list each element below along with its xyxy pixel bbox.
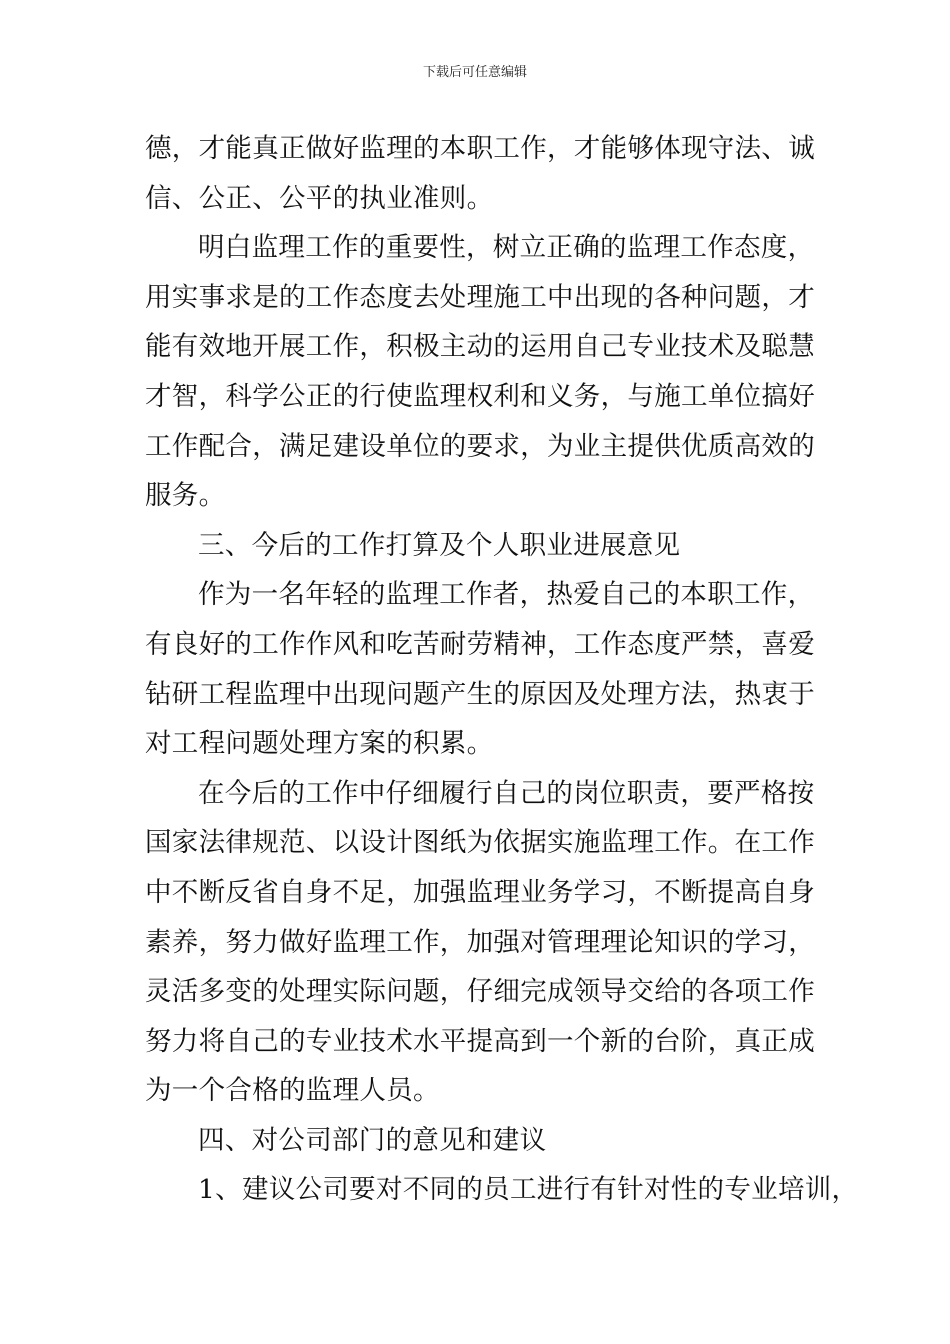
- text-line: 努力将自己的专业技术水平提高到一个新的台阶，真正成: [145, 1025, 815, 1057]
- text-line: 信、公正、公平的执业准则。: [145, 182, 494, 214]
- text-line: 国家法律规范、以设计图纸为依据实施监理工作。在工作: [145, 827, 815, 859]
- text-line: 能有效地开展工作，积极主动的运用自己专业技术及聪慧: [145, 331, 815, 363]
- page-header: 下载后可任意编辑: [422, 65, 527, 80]
- paragraph-start-line: 明白监理工作的重要性，树立正确的监理工作态度，: [198, 232, 815, 264]
- document-body: [145, 124, 859, 1215]
- text-line: 有良好的工作作风和吃苦耐劳精神，工作态度严禁，喜爱: [145, 628, 815, 660]
- text-line: 中不断反省自身不足，加强监理业务学习，不断提高自身: [145, 876, 815, 908]
- text-line: 工作配合，满足建设单位的要求，为业主提供优质高效的: [145, 430, 815, 462]
- text-line: 钻研工程监理中出现问题产生的原因及处理方法，热衷于: [145, 678, 815, 710]
- list-item-line: 1、建议公司要对不同的员工进行有针对性的专业培训，: [198, 1174, 859, 1206]
- section-heading: 四、对公司部门的意见和建议: [198, 1124, 547, 1156]
- text-line: 对工程问题处理方案的积累。: [145, 728, 494, 760]
- text-line: 服务。: [145, 480, 226, 512]
- text-line: 才智，科学公正的行使监理权利和义务，与施工单位搞好: [145, 380, 815, 412]
- text-line: 为一个合格的监理人员。: [145, 1075, 440, 1107]
- section-heading: 三、今后的工作打算及个人职业进展意见: [198, 529, 681, 561]
- text-line: 德，才能真正做好监理的本职工作，才能够体现守法、诚: [145, 133, 815, 164]
- paragraph-start-line: 作为一名年轻的监理工作者，热爱自己的本职工作，: [198, 579, 815, 611]
- text-line: 用实事求是的工作态度去处理施工中出现的各种问题，才: [145, 281, 815, 313]
- text-line: 素养，努力做好监理工作，加强对管理理论知识的学习，: [145, 926, 815, 958]
- paragraph-start-line: 在今后的工作中仔细履行自己的岗位职责，要严格按: [198, 777, 815, 809]
- text-line: 灵活多变的处理实际问题，仔细完成领导交给的各项工作: [145, 976, 815, 1008]
